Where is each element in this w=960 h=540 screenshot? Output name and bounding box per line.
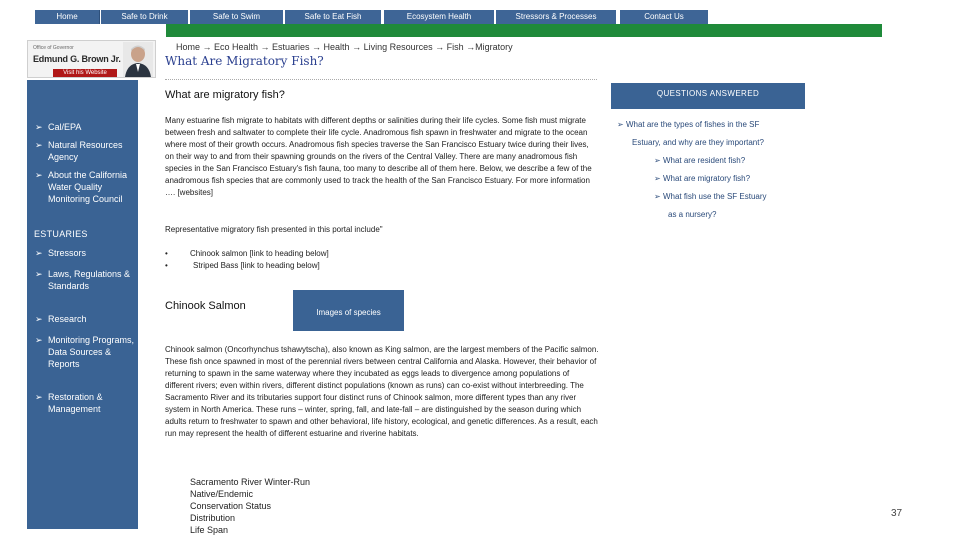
- tab-label: Stressors & Processes: [515, 12, 597, 21]
- sidebar-item-stressors[interactable]: [35, 247, 135, 259]
- arrow-right-icon: ➢: [617, 120, 624, 129]
- sidebar-section-estuaries: ESTUARIES: [34, 229, 88, 239]
- sidebar-item-label: About the California Water Quality Monitoring Council: [48, 170, 128, 204]
- arrow-right-icon: ➢: [35, 314, 43, 324]
- governor-office-label: Office of Governor: [33, 45, 74, 51]
- list-item: Distribution: [190, 513, 236, 523]
- breadcrumb[interactable]: Home → Eco Health → Estuaries → Health → Living Resources → Fish →Migratory: [176, 42, 513, 52]
- left-sidebar: [27, 80, 138, 529]
- arrow-right-icon: ➢: [654, 192, 661, 201]
- question-types-of-fishes[interactable]: [617, 120, 759, 129]
- question-label: What are the types of fishes in the SF: [625, 120, 760, 129]
- sidebar-item-label: Restoration & Management: [48, 392, 103, 414]
- arrow-right-icon: ➢: [35, 170, 43, 180]
- sidebar-item-laws-regulations[interactable]: [35, 268, 135, 292]
- chinook-paragraph: Chinook salmon (Oncorhynchus tshawytscha), also known as King salmon, are the largest members of the Pacific salmon. These fish once spawned in most of the perennial rivers between central California and Alaska. However, their behavior of returning to spawn in the same waterway where they incubated as eggs leads to divergence among populations of different rivers; even within rivers, different distinct populations (known as runs) can co-exist without interbreeding. The Sacramento River and its tributaries support four distinct runs of Chinook salmon, more different types than any river system in North America. These runs – winter, spring, fall, and late-fall – are distinguished by the season during which adults return to freshwater to spawn and other behavioral, life history, ecological, and genetic differences. As a result, each run may represent the health of different estuarine and riverine habitats.: [165, 345, 599, 438]
- sidebar-item-label: Monitoring Programs, Data Sources & Reports: [48, 335, 135, 369]
- striped-bass-link[interactable]: Striped Bass [link to heading below]: [193, 261, 320, 270]
- tab-ecosystem-health[interactable]: [384, 10, 494, 24]
- intro-paragraph: Many estuarine fish migrate to habitats with different depths or salinities during their life cycles. Some fish must migrate between fresh and saltwater to complete their life cycle. Anadromous fish spawn in freshwater and migrate to the ocean where most of their growth occurs. Anadromous fish species traverse the San Francisco Estuary twice during their lives, on their way to and from their spawning grounds on the rivers of the Central Valley. There are many anadromous fish species in the San Francisco Estuary's fish fauna, too many to describe all of them here. Below, we describe a few of the anadromous fish species that are commonly used to track the health of the San Francisco Estuary. For more information …. [websites]: [165, 116, 592, 197]
- top-navigation: [0, 10, 960, 24]
- tab-home[interactable]: [35, 10, 100, 24]
- sidebar-item-label: Natural Resources Agency: [48, 140, 123, 162]
- arrow-right-icon: ➢: [35, 248, 43, 258]
- tab-safe-to-swim[interactable]: [190, 10, 283, 24]
- section-heading: What are migratory fish?: [165, 89, 285, 101]
- representative-fish-text: Representative migratory fish presented in this portal include": [165, 225, 383, 234]
- arrow-right-icon: ➢: [654, 174, 661, 183]
- tab-label: Safe to Eat Fish: [304, 12, 362, 21]
- run-info-list: [190, 476, 310, 536]
- page-number: 37: [891, 508, 903, 519]
- tab-contact-us[interactable]: [620, 10, 708, 24]
- sidebar-item-calepa[interactable]: [35, 121, 135, 133]
- sidebar-item-restoration-management[interactable]: [35, 391, 135, 415]
- list-item: Sacramento River Winter-Run: [190, 477, 311, 487]
- sidebar-item-natural-resources-agency[interactable]: [35, 139, 135, 163]
- arrow-right-icon: ➢: [35, 122, 43, 132]
- question-nursery[interactable]: [654, 192, 767, 201]
- sidebar-item-label: Stressors: [48, 248, 87, 258]
- question-label-continued[interactable]: Estuary, and why are they important?: [632, 138, 764, 147]
- question-migratory-fish[interactable]: [654, 174, 750, 183]
- tab-label: Safe to Swim: [212, 12, 261, 21]
- bullet-icon: •: [165, 249, 168, 258]
- visit-website-link[interactable]: Visit his Website: [53, 69, 117, 77]
- sidebar-item-research[interactable]: [35, 313, 135, 325]
- arrow-right-icon: ➢: [654, 156, 661, 165]
- list-item: Life Span: [190, 525, 229, 535]
- question-label-continued[interactable]: as a nursery?: [668, 210, 717, 219]
- tab-label: Safe to Drink: [121, 12, 168, 21]
- tab-label: Contact Us: [644, 12, 684, 21]
- green-header-bar: [166, 24, 882, 37]
- question-label: What are resident fish?: [662, 156, 746, 165]
- tab-label: Home: [56, 12, 78, 21]
- questions-answered-header: QUESTIONS ANSWERED: [611, 83, 805, 109]
- sidebar-item-label: Research: [48, 314, 87, 324]
- question-resident-fish[interactable]: [654, 156, 745, 165]
- images-of-species-button[interactable]: Images of species: [293, 290, 404, 331]
- title-divider: [165, 79, 597, 80]
- list-item: Native/Endemic: [190, 489, 254, 499]
- governor-portrait: [123, 42, 153, 77]
- chinook-link[interactable]: Chinook salmon [link to heading below]: [190, 249, 329, 258]
- governor-name: Edmund G. Brown Jr.: [33, 54, 121, 64]
- tab-safe-to-drink[interactable]: [101, 10, 188, 24]
- sidebar-item-label: Laws, Regulations & Standards: [48, 269, 131, 291]
- arrow-right-icon: ➢: [35, 335, 43, 345]
- arrow-right-icon: ➢: [35, 140, 43, 150]
- tab-label: Ecosystem Health: [406, 12, 472, 21]
- question-label: What are migratory fish?: [662, 174, 751, 183]
- chinook-heading: Chinook Salmon: [165, 300, 246, 312]
- sidebar-item-monitoring-programs[interactable]: [35, 334, 135, 370]
- page-title: What Are Migratory Fish?: [165, 54, 324, 68]
- bullet-icon: •: [165, 261, 168, 270]
- governor-banner[interactable]: [27, 40, 156, 78]
- arrow-right-icon: ➢: [35, 269, 43, 279]
- sidebar-item-label: Cal/EPA: [48, 122, 82, 132]
- question-label: What fish use the SF Estuary: [662, 192, 767, 201]
- arrow-right-icon: ➢: [35, 392, 43, 402]
- sidebar-item-about-council[interactable]: [35, 169, 135, 205]
- tab-stressors-processes[interactable]: [496, 10, 616, 24]
- list-item: Conservation Status: [190, 501, 272, 511]
- tab-safe-to-eat-fish[interactable]: [285, 10, 381, 24]
